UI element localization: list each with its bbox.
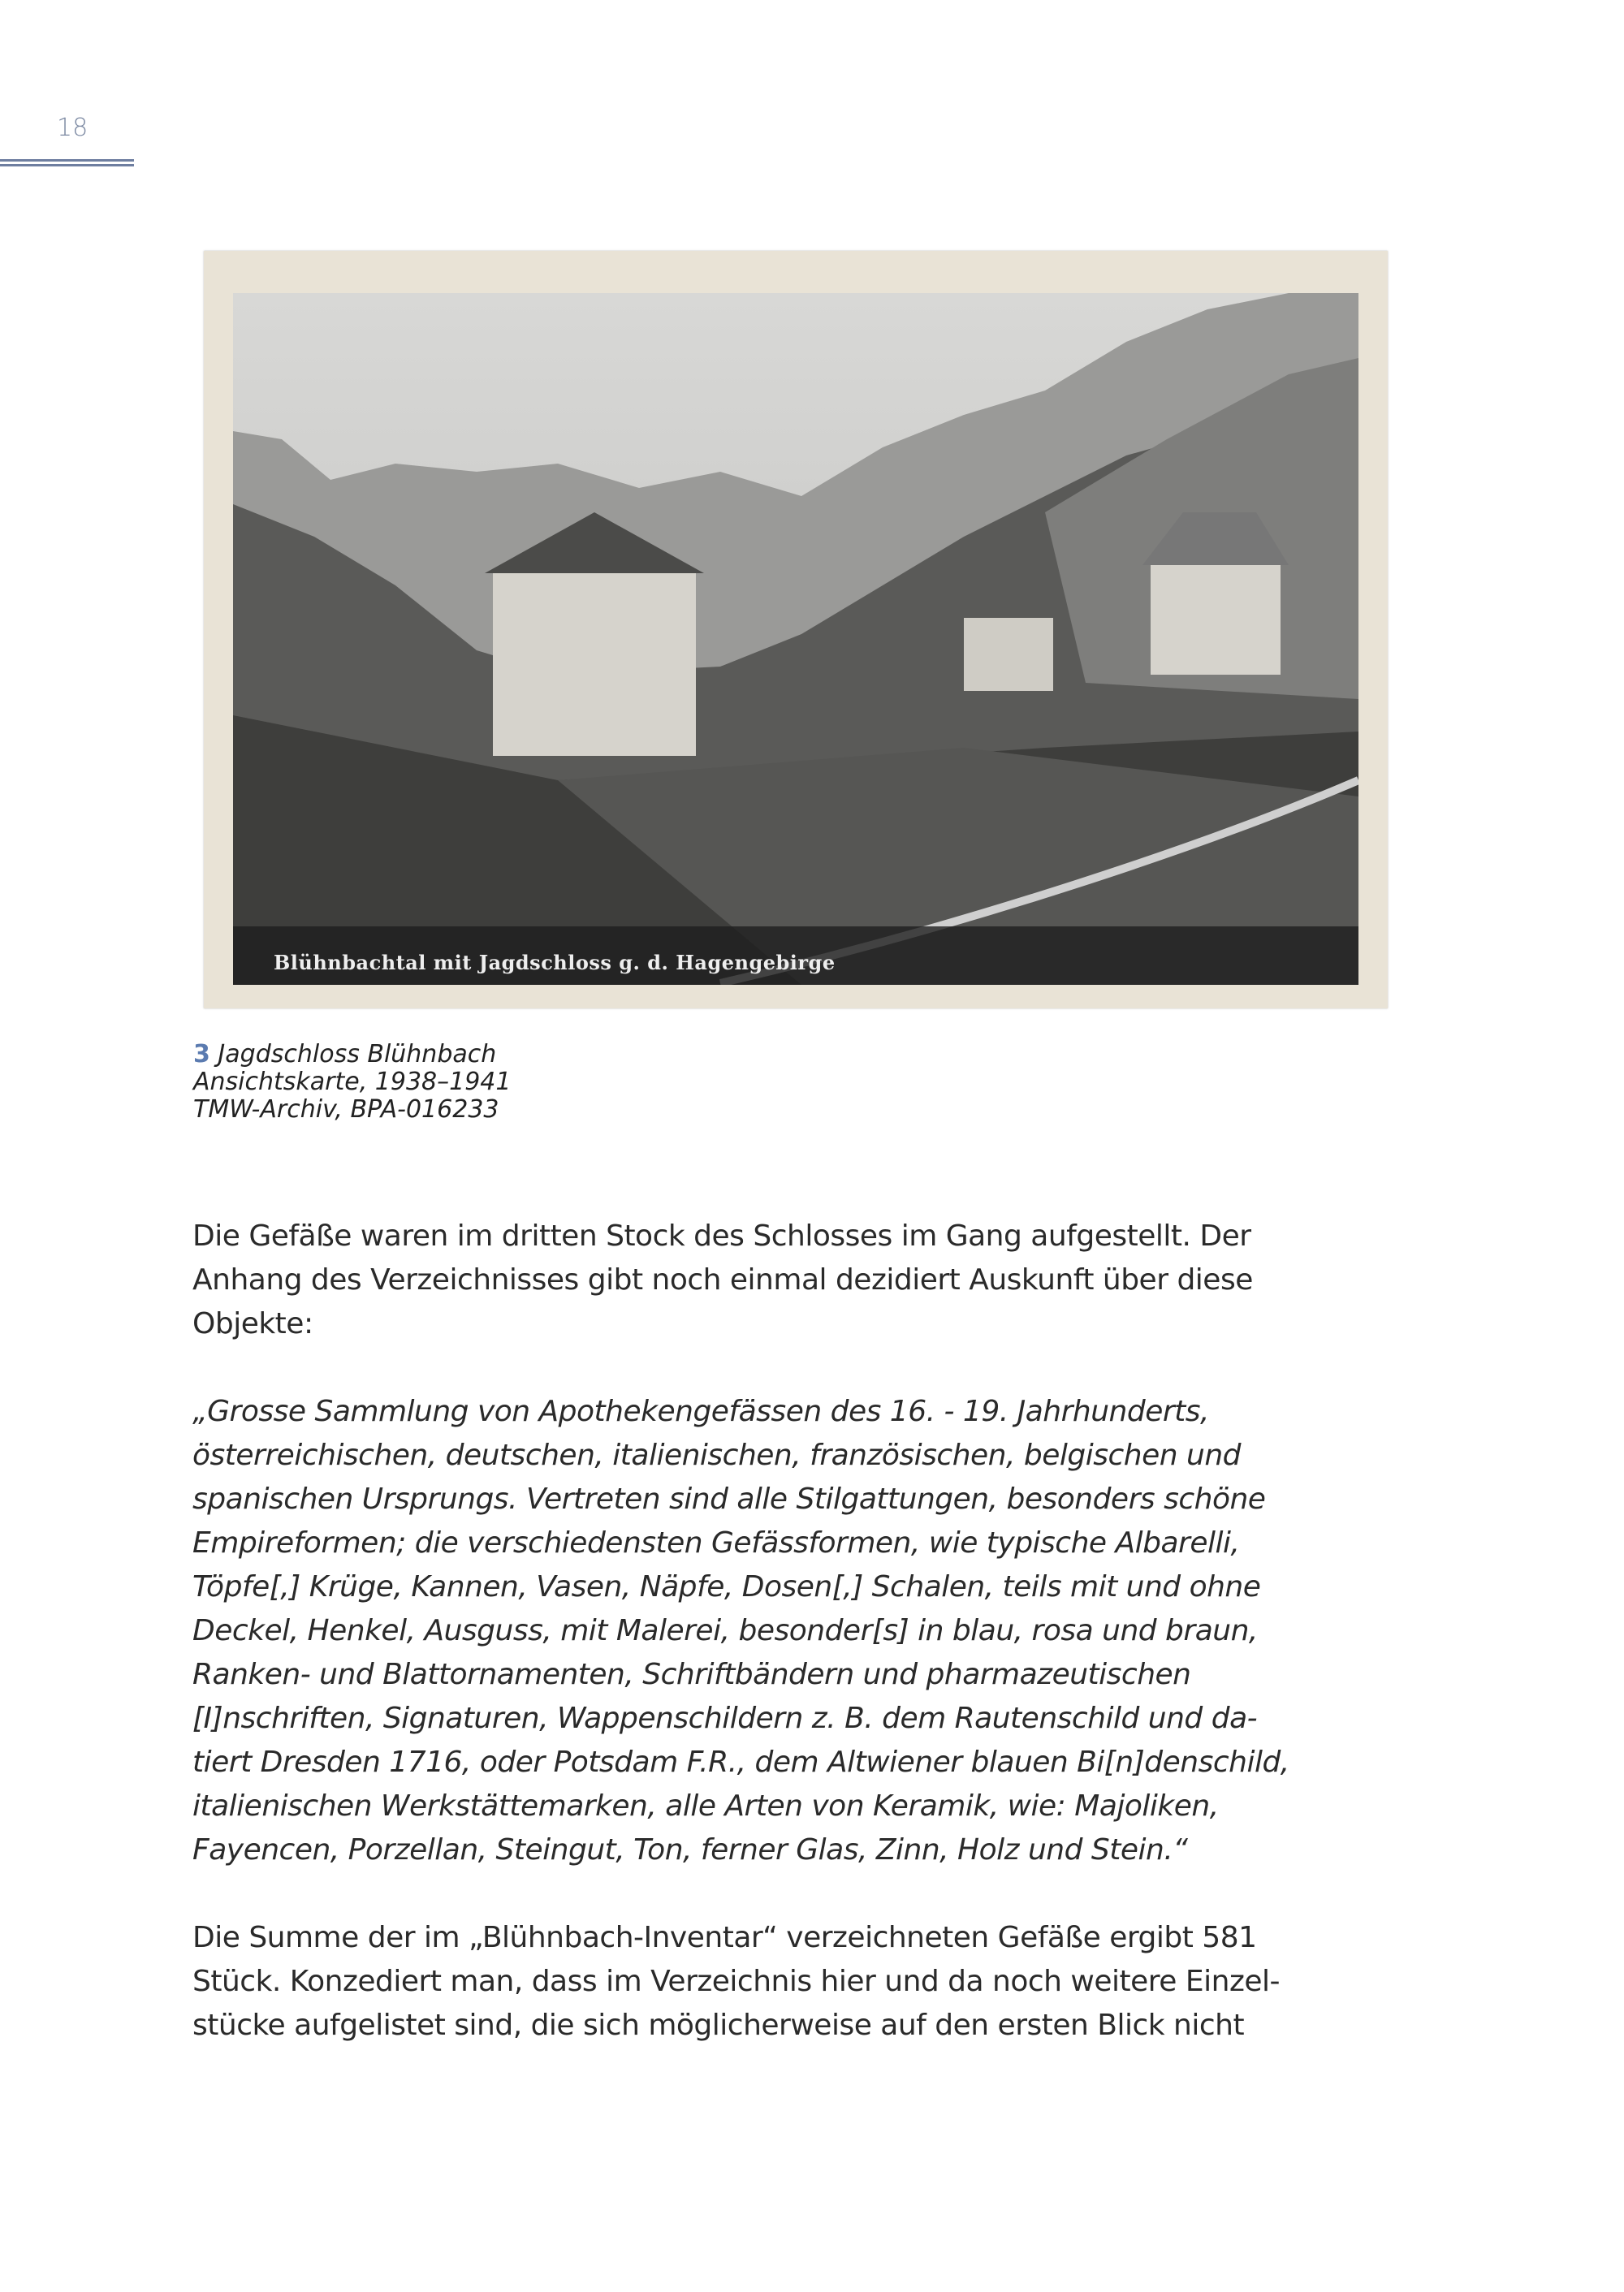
paragraph-1 bbox=[192, 1215, 1253, 1346]
photo-caption-imprint: Blühnbachtal mit Jagdschloss g. d. Hagengebirge bbox=[274, 951, 836, 974]
text-line: Objekte: bbox=[192, 1307, 313, 1340]
quote-line: Töpfe[,] Krüge, Kannen, Vasen, Näpfe, Dosen[,] Schalen, teils mit und ohne bbox=[192, 1570, 1261, 1604]
header-rule bbox=[0, 159, 134, 166]
quote-line: Ranken- und Blattornamenten, Schriftbändern und pharmazeutischen bbox=[192, 1658, 1191, 1691]
quote-block bbox=[192, 1390, 1289, 1872]
text-line: Stück. Konzediert man, dass im Verzeichnis hier und da noch weitere Einzel- bbox=[192, 1965, 1280, 1998]
quote-line: [I]nschriften, Signaturen, Wappenschildern z. B. dem Rautenschild und da- bbox=[192, 1702, 1258, 1735]
figure-number: 3 bbox=[193, 1040, 210, 1068]
figure-caption bbox=[193, 1041, 511, 1124]
text-line: stücke aufgelistet sind, die sich möglicherweise auf den ersten Blick nicht bbox=[192, 2009, 1245, 2042]
quote-line: Deckel, Henkel, Ausguss, mit Malerei, besonder[s] in blau, rosa und braun, bbox=[192, 1614, 1258, 1647]
quote-line: „Grosse Sammlung von Apothekengefässen des 16. - 19. Jahrhunderts, bbox=[192, 1395, 1209, 1428]
landscape-image bbox=[233, 293, 1358, 985]
page-number: 18 bbox=[57, 114, 89, 142]
quote-line: tiert Dresden 1716, oder Potsdam F.R., dem Altwiener blauen Bi[n]denschild, bbox=[192, 1746, 1289, 1779]
quote-line: Fayencen, Porzellan, Steingut, Ton, ferner Glas, Zinn, Holz und Stein.“ bbox=[192, 1833, 1188, 1867]
quote-line: italienischen Werkstättemarken, alle Arten von Keramik, wie: Majoliken, bbox=[192, 1789, 1219, 1823]
postcard-photo bbox=[204, 251, 1388, 1008]
figure-title: Jagdschloss Blühnbach bbox=[218, 1040, 497, 1068]
quote-line: Empireformen; die verschiedensten Gefässformen, wie typische Albarelli, bbox=[192, 1526, 1240, 1560]
text-line: Die Gefäße waren im dritten Stock des Schlosses im Gang aufgestellt. Der bbox=[192, 1219, 1251, 1253]
quote-line: spanischen Ursprungs. Vertreten sind alle Stilgattungen, besonders schöne bbox=[192, 1483, 1266, 1516]
figure-date: Ansichtskarte, 1938–1941 bbox=[193, 1068, 512, 1096]
paragraph-3 bbox=[192, 1916, 1280, 2048]
text-line: Die Summe der im „Blühnbach-Inventar“ verzeichneten Gefäße ergibt 581 bbox=[192, 1921, 1257, 1954]
quote-line: österreichischen, deutschen, italienischen, französischen, belgischen und bbox=[192, 1439, 1241, 1472]
text-line: Anhang des Verzeichnisses gibt noch einmal dezidiert Auskunft über diese bbox=[192, 1263, 1253, 1297]
figure-source: TMW-Archiv, BPA-016233 bbox=[193, 1095, 499, 1124]
